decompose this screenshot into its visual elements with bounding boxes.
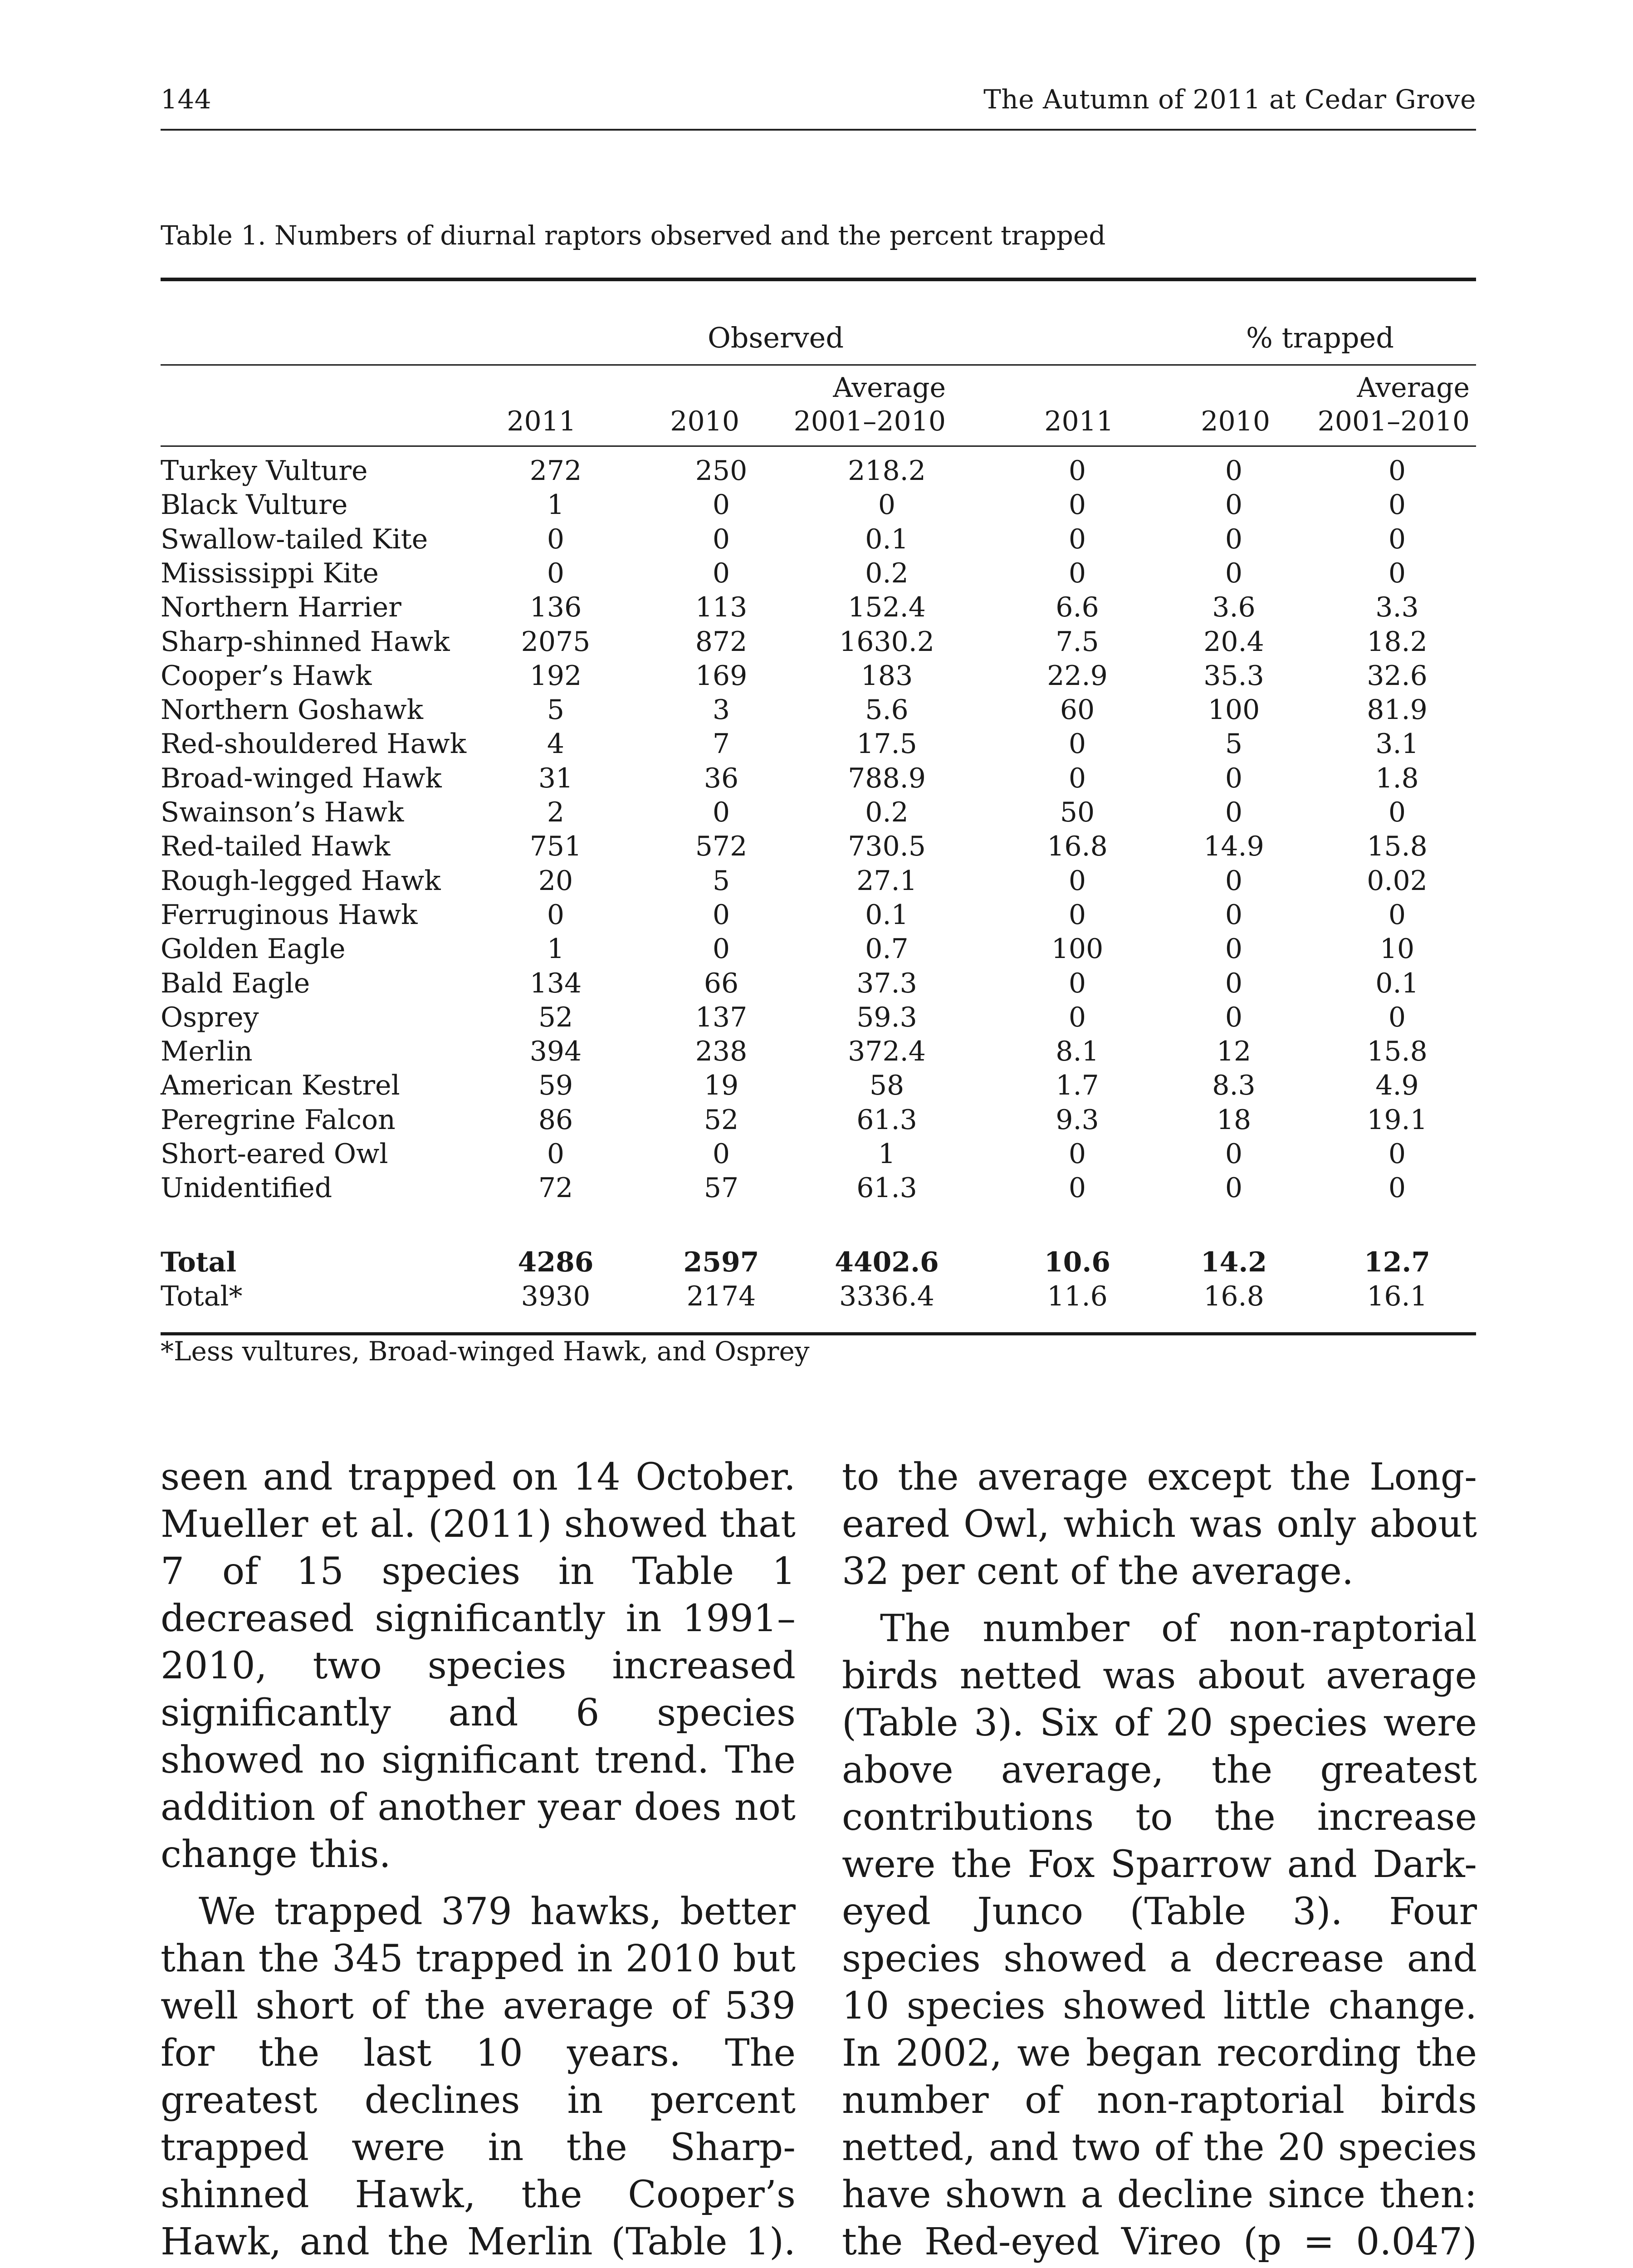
table-cell: 57	[704, 1172, 739, 1204]
table-cell: 183	[861, 660, 913, 692]
column-header-bottom: 2001–2010	[1317, 406, 1470, 437]
table-cell: 52	[538, 1002, 573, 1033]
table-cell: 0	[1388, 489, 1406, 521]
table-cell: 0.02	[1367, 865, 1428, 897]
table-cell: 0	[1068, 1002, 1086, 1033]
table-cell: 0.2	[865, 797, 909, 828]
table-cell: 0	[1225, 1002, 1243, 1033]
group-trapped: % trapped	[1246, 321, 1394, 354]
table-cell: 0	[712, 489, 730, 521]
total-label: Total	[161, 1246, 237, 1278]
table-cell: 0	[1225, 797, 1243, 828]
paragraph: The number of non-raptorial birds netted was about average (Table 3). Six of 20 species were above average, the greatest contributions to the increase were the Fox Sparrow and Dark-eyed Junco (Table 3). Four species showed a decrease and 10 species showed little change. In 2002, we began recording the number of non-raptorial birds netted, and two of the 20 species have shown a decline since then: the Red-eyed Vireo (p = 0.047)	[842, 1607, 1477, 2263]
species-label: Northern Goshawk	[161, 694, 423, 726]
paragraph: seen and trapped on 14 October. Mueller et al. (2011) showed that 7 of 15 species in Table 1 decreased significantly in 1991–2010, two species increased significantly and 6 species showed no significant trend. The addition of another year does not change this.	[161, 1456, 796, 1876]
species-label: Turkey Vulture	[161, 455, 368, 487]
column-header	[549, 371, 739, 438]
table-cell: 730.5	[848, 831, 926, 862]
table-cell: 0	[547, 557, 565, 589]
table-cell: 86	[538, 1104, 573, 1136]
table-cell: 134	[529, 968, 582, 999]
table-cell: 1	[547, 489, 565, 521]
table-cell: 0	[547, 899, 565, 931]
table-cell: 0	[1388, 1002, 1406, 1033]
table-cell: 2174	[686, 1281, 756, 1312]
table-cell: 0	[1068, 968, 1086, 999]
table-cell: 6.6	[1056, 591, 1099, 623]
table-cell: 10.6	[1044, 1246, 1111, 1278]
column-header-bottom: 2010	[670, 406, 739, 437]
table-cell: 218.2	[848, 455, 926, 487]
table-cell: 16.8	[1203, 1281, 1264, 1312]
table-cell: 27.1	[856, 865, 917, 897]
column-header-top	[386, 371, 576, 405]
column-header	[1279, 371, 1470, 438]
table-cell: 192	[529, 660, 582, 692]
species-label: Short-eared Owl	[161, 1138, 388, 1170]
table-cell: 0	[712, 523, 730, 555]
species-label: American Kestrel	[161, 1070, 400, 1101]
table-cell: 0	[1225, 899, 1243, 931]
table-cell: 0	[1225, 557, 1243, 589]
table-cell: 12	[1216, 1036, 1252, 1067]
table-cell: 7.5	[1056, 626, 1099, 658]
table-cell: 18	[1216, 1104, 1252, 1136]
table-cell: 31	[538, 763, 573, 794]
table-cell: 572	[695, 831, 748, 862]
table-cell: 10	[1379, 933, 1415, 965]
table-cell: 0	[1388, 1172, 1406, 1204]
table-cell: 0	[1388, 455, 1406, 487]
table-cell: 4	[547, 728, 565, 760]
paragraph: to the average except the Long-eared Owl, which was only about 32 per cent of the average.	[842, 1456, 1477, 1593]
table-cell: 0.1	[865, 523, 909, 555]
total-label: Total*	[161, 1281, 243, 1312]
table-cell: 59	[538, 1070, 573, 1101]
table-cell: 751	[529, 831, 582, 862]
table-cell: 60	[1060, 694, 1095, 726]
table-cell: 7	[712, 728, 730, 760]
table-cell: 136	[529, 591, 582, 623]
table-cell: 0	[1068, 489, 1086, 521]
table-cell: 8.3	[1212, 1070, 1256, 1101]
table-cell: 17.5	[856, 728, 917, 760]
table-cell: 12.7	[1364, 1246, 1431, 1278]
table-cell: 20.4	[1203, 626, 1264, 658]
table-cell: 872	[695, 626, 748, 658]
table-cell: 3336.4	[839, 1281, 934, 1312]
table-cell: 3.6	[1212, 591, 1256, 623]
species-label: Swallow-tailed Kite	[161, 523, 428, 555]
table-cell: 5.6	[865, 694, 909, 726]
table-cell: 0	[1388, 523, 1406, 555]
table-cell: 0	[712, 797, 730, 828]
table-cell: 0	[1388, 557, 1406, 589]
column-header-top	[1080, 371, 1270, 405]
column-header	[1080, 371, 1270, 438]
table-cell: 14.2	[1200, 1246, 1267, 1278]
table-cell: 32.6	[1367, 660, 1428, 692]
species-label: Unidentified	[161, 1172, 332, 1204]
table-cell: 15.8	[1367, 1036, 1428, 1067]
table-cell: 1.7	[1056, 1070, 1099, 1101]
table-cell: 0.2	[865, 557, 909, 589]
table-cell: 3.1	[1375, 728, 1419, 760]
table-cell: 4402.6	[835, 1246, 939, 1278]
table-cell: 272	[529, 455, 582, 487]
table-cell: 2075	[521, 626, 591, 658]
species-label: Northern Harrier	[161, 591, 401, 623]
species-label: Rough-legged Hawk	[161, 865, 441, 897]
table-cell: 0	[712, 557, 730, 589]
table-cell: 0	[1225, 523, 1243, 555]
table-cell: 15.8	[1367, 831, 1428, 862]
column-header-top: Average	[833, 372, 946, 404]
table-cell: 0	[1068, 728, 1086, 760]
table-cell: 61.3	[856, 1172, 917, 1204]
table-cell: 0	[1225, 968, 1243, 999]
table-cell: 3	[712, 694, 730, 726]
table-cell: 0	[1225, 865, 1243, 897]
table-cell: 52	[704, 1104, 739, 1136]
column-header-bottom: 2011	[1044, 406, 1114, 437]
table-cell: 250	[695, 455, 748, 487]
column-header	[386, 371, 576, 438]
species-label: Mississippi Kite	[161, 557, 379, 589]
column-header-bottom: 2001–2010	[793, 406, 946, 437]
species-label: Cooper’s Hawk	[161, 660, 372, 692]
table-cell: 35.3	[1203, 660, 1264, 692]
table-cell: 0	[712, 933, 730, 965]
table-cell: 0	[1068, 1138, 1086, 1170]
table-cell: 3.3	[1375, 591, 1419, 623]
table-cell: 169	[695, 660, 748, 692]
running-header	[161, 84, 1476, 115]
table-cell: 788.9	[848, 763, 926, 794]
paragraph: We trapped 379 hawks, better than the 345 trapped in 2010 but well short of the average of 539 for the last 10 years. The greatest declines in percent trapped were in the Sharp-shinned Hawk, the Cooper’s Hawk, and the Merlin (Table 1).	[161, 1890, 796, 2263]
header-rule	[161, 129, 1476, 131]
table-cell: 113	[695, 591, 748, 623]
species-label: Osprey	[161, 1002, 259, 1033]
table-cell: 16.8	[1047, 831, 1108, 862]
table-cell: 394	[529, 1036, 582, 1067]
table-cell: 0	[1068, 523, 1086, 555]
table-cell: 0	[878, 489, 896, 521]
table-cell: 0.7	[865, 933, 909, 965]
table-cell: 11.6	[1047, 1281, 1108, 1312]
table-top-rule	[161, 278, 1476, 281]
table-cell: 0	[1068, 899, 1086, 931]
table-cell: 2597	[683, 1246, 759, 1278]
species-label: Bald Eagle	[161, 968, 310, 999]
table-cell: 0	[1225, 1138, 1243, 1170]
table-cell: 3930	[521, 1281, 591, 1312]
column-header-bottom: 2011	[507, 406, 576, 437]
table-cell: 0	[1068, 763, 1086, 794]
table-cell: 18.2	[1367, 626, 1428, 658]
body-column-right	[842, 1454, 1477, 2268]
table-cell: 0	[712, 899, 730, 931]
table-cell: 8.1	[1056, 1036, 1099, 1067]
table-cell: 0	[1068, 455, 1086, 487]
species-label: Sharp-shinned Hawk	[161, 626, 450, 658]
table-cell: 5	[712, 865, 730, 897]
table-cell: 137	[695, 1002, 748, 1033]
table-cell: 0	[1388, 899, 1406, 931]
species-label: Peregrine Falcon	[161, 1104, 396, 1136]
table-footnote: *Less vultures, Broad-winged Hawk, and Osprey	[161, 1336, 810, 1367]
group-observed: Observed	[707, 321, 844, 354]
table-cell: 1630.2	[839, 626, 934, 658]
group-rule	[161, 364, 1476, 366]
table-cell: 0	[1068, 865, 1086, 897]
table-cell: 5	[547, 694, 565, 726]
table-cell: 14.9	[1203, 831, 1264, 862]
table-cell: 0.1	[1375, 968, 1419, 999]
table-cell: 1	[547, 933, 565, 965]
species-label: Swainson’s Hawk	[161, 797, 404, 828]
table-cell: 61.3	[856, 1104, 917, 1136]
table-cell: 0.1	[865, 899, 909, 931]
column-header-top: Average	[1357, 372, 1470, 404]
table-cell: 152.4	[848, 591, 926, 623]
species-label: Broad-winged Hawk	[161, 763, 442, 794]
species-label: Merlin	[161, 1036, 253, 1067]
page-number: 144	[161, 84, 212, 115]
column-header	[755, 371, 946, 438]
table-cell: 0	[1225, 933, 1243, 965]
table-cell: 0	[547, 523, 565, 555]
table-cell: 2	[547, 797, 565, 828]
table-cell: 100	[1051, 933, 1104, 965]
table-cell: 81.9	[1367, 694, 1428, 726]
table-cell: 37.3	[856, 968, 917, 999]
table-cell: 0	[547, 1138, 565, 1170]
table-bottom-rule	[161, 1332, 1476, 1335]
table-cell: 59.3	[856, 1002, 917, 1033]
table-cell: 372.4	[848, 1036, 926, 1067]
species-label: Red-tailed Hawk	[161, 831, 391, 862]
table-cell: 72	[538, 1172, 573, 1204]
table-cell: 0	[1225, 455, 1243, 487]
table-cell: 0	[1225, 489, 1243, 521]
table-cell: 4.9	[1375, 1070, 1419, 1101]
table-cell: 238	[695, 1036, 748, 1067]
species-label: Black Vulture	[161, 489, 348, 521]
table-cell: 4286	[518, 1246, 594, 1278]
table-cell: 1	[878, 1138, 896, 1170]
running-title: The Autumn of 2011 at Cedar Grove	[983, 84, 1476, 115]
table-cell: 100	[1208, 694, 1260, 726]
table-cell: 20	[538, 865, 573, 897]
table-cell: 0	[1388, 797, 1406, 828]
header-bottom-rule	[161, 445, 1476, 447]
table-cell: 16.1	[1367, 1281, 1428, 1312]
table-cell: 22.9	[1047, 660, 1108, 692]
table-cell: 0	[1225, 763, 1243, 794]
column-header-bottom: 2010	[1201, 406, 1270, 437]
table-cell: 0	[1068, 557, 1086, 589]
table-cell: 0	[1068, 1172, 1086, 1204]
table-cell: 50	[1060, 797, 1095, 828]
table-cell: 58	[869, 1070, 905, 1101]
column-header-top	[549, 371, 739, 405]
table-cell: 19.1	[1367, 1104, 1428, 1136]
table-cell: 0	[1225, 1172, 1243, 1204]
table-cell: 0	[1388, 1138, 1406, 1170]
table-cell: 19	[704, 1070, 739, 1101]
table-cell: 1.8	[1375, 763, 1419, 794]
table-cell: 9.3	[1056, 1104, 1099, 1136]
table-cell: 5	[1225, 728, 1243, 760]
table-cell: 36	[704, 763, 739, 794]
table-cell: 66	[704, 968, 739, 999]
species-label: Golden Eagle	[161, 933, 346, 965]
body-column-left	[161, 1454, 796, 2268]
species-label: Red-shouldered Hawk	[161, 728, 467, 760]
species-label: Ferruginous Hawk	[161, 899, 418, 931]
table-caption: Table 1. Numbers of diurnal raptors observed and the percent trapped	[161, 220, 1106, 251]
table-cell: 0	[712, 1138, 730, 1170]
